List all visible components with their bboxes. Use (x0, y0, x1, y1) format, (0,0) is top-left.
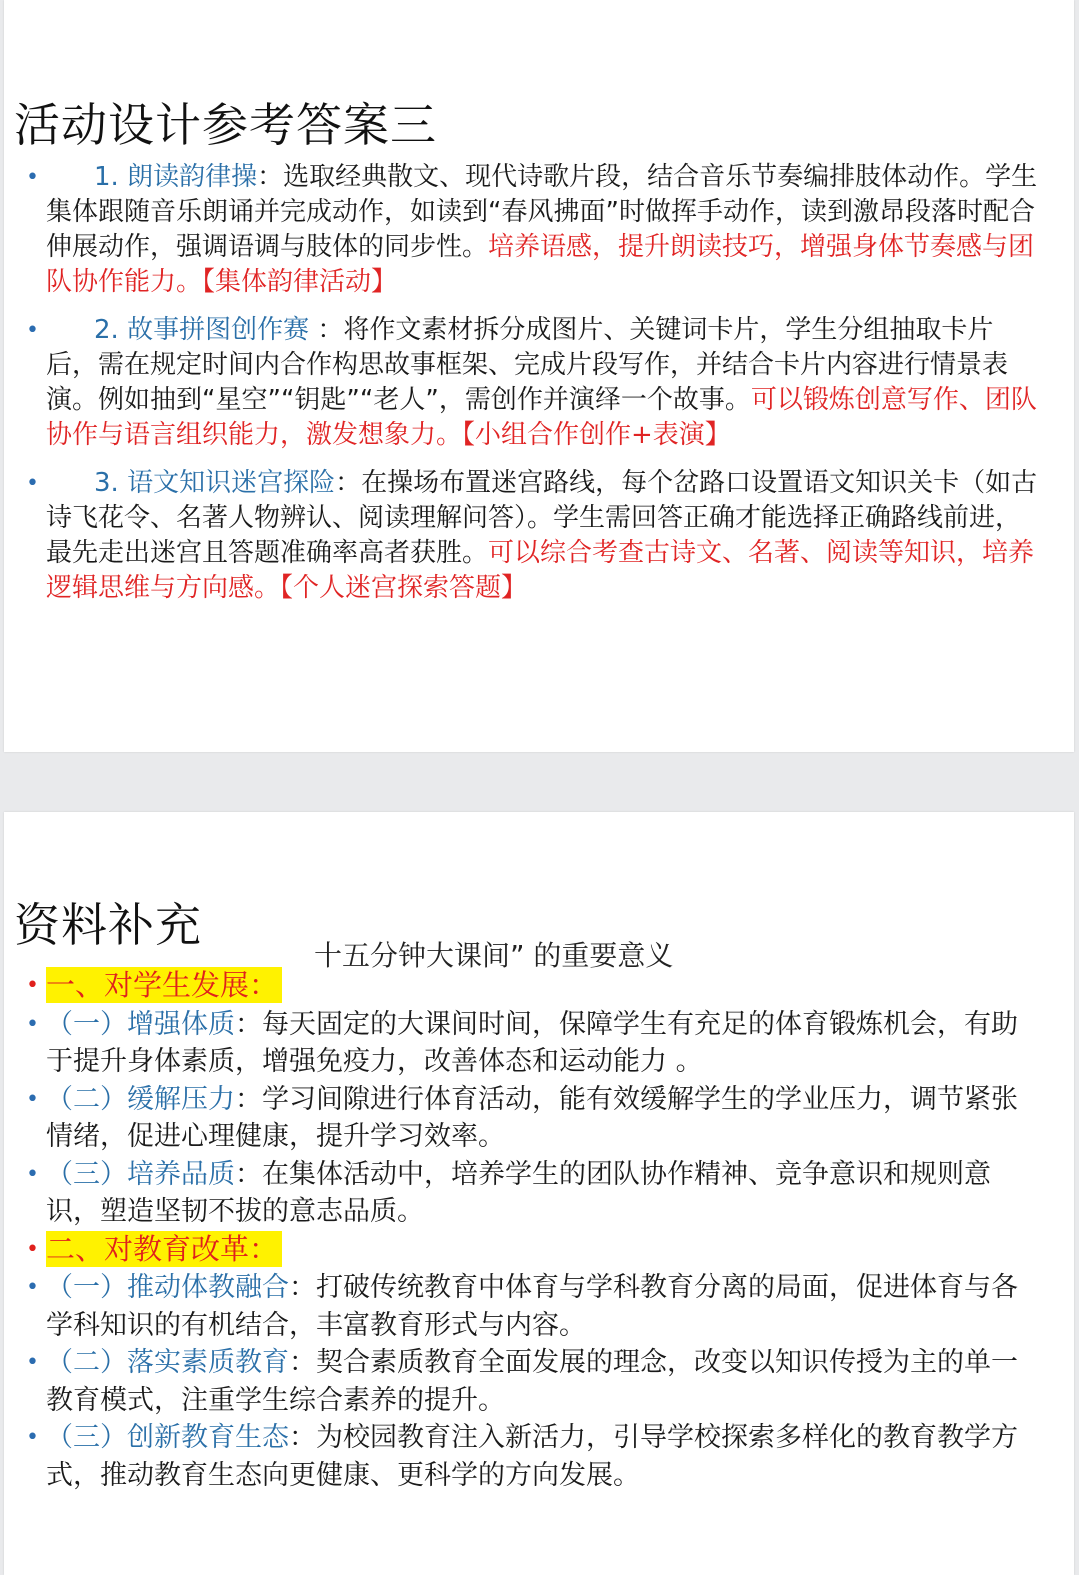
bullet-icon: • (26, 1425, 39, 1450)
item-label: （二）缓解压力 (46, 1083, 235, 1115)
item-label: （一）推动体教融合 (46, 1272, 289, 1303)
section-heading: 二、对教育改革： (46, 1231, 282, 1267)
item-body: ：在操场布置迷宫路线，每个岔路口设置语文知识关卡（如古诗飞花令、名著人物辨认、阅读理解问答）。学生需回答正确才能选择正确路线前进，最先走出迷宫且答题准确率高者获胜。 (46, 468, 1038, 568)
slide-title: 活动设计参考答案三 (14, 98, 437, 152)
slide-activity-answers (4, 0, 1074, 752)
list-item (4, 160, 1044, 300)
list-item (4, 1419, 1044, 1494)
item-heading: 3. 语文知识迷宫探险 (94, 468, 336, 498)
bullet-icon: • (26, 1161, 39, 1187)
bullet-icon: • (26, 1011, 39, 1037)
bullet-icon: • (26, 1350, 39, 1375)
item-body: ：将作文素材拆分成图片、关键词卡片，学生分组抽取卡片后，需在规定时间内合作构思故事框架、完成片段写作，并结合卡片内容进行情景表演。例如抽到“星空”“钥匙”“老人”，需创作并演绎一个故事。 (46, 315, 1009, 415)
item-label: （三）创新教育生态 (46, 1422, 289, 1453)
bullet-icon: • (26, 1236, 39, 1262)
slide-supplementary-material (4, 812, 1074, 1575)
item-highlight: 可以综合考查古诗文、名著、阅读等知识，培养逻辑思维与方向感。【个人迷宫探索答题】 (46, 538, 1035, 603)
item-body: ：选取经典散文、现代诗歌片段，结合音乐节奏编排肢体动作。学生集体跟随音乐朗诵并完成动作，如读到“春风拂面”时做挥手动作，读到激昂段落时配合伸展动作，强调语调与肢体的同步性。 (46, 162, 1038, 262)
list-item (4, 1006, 1044, 1081)
section-heading-item (4, 967, 1044, 1006)
section-heading: 一、对学生发展： (46, 967, 282, 1003)
bullet-icon: • (26, 1086, 39, 1112)
activity-list (4, 160, 1044, 619)
list-item (4, 1344, 1044, 1419)
bullet-icon: • (26, 165, 39, 190)
item-body: ：每天固定的大课间时间，保障学生有充足的体育锻炼机会，有助于提升身体素质，增强免疫力，改善体态和运动能力 。 (46, 1008, 1018, 1077)
significance-list (4, 967, 1044, 1494)
list-item (4, 1269, 1044, 1344)
item-label: （二）落实素质教育 (46, 1347, 289, 1378)
list-item (4, 313, 1044, 453)
slide-title: 资料补充 (14, 898, 202, 952)
item-heading: 2. 故事拼图创作赛 (94, 315, 310, 345)
item-body: ：学习间隙进行体育活动，能有效缓解学生的学业压力，调节紧张情绪，促进心理健康，提升学习效率。 (46, 1083, 1018, 1152)
slide-subtitle: 十五分钟大课间” 的重要意义 (314, 939, 674, 972)
section-heading-item (4, 1231, 1044, 1270)
item-body: ：在集体活动中，培养学生的团队协作精神、竞争意识和规则意识，塑造坚韧不拔的意志品质。 (46, 1158, 991, 1227)
item-body: ：打破传统教育中体育与学科教育分离的局面，促进体育与各学科知识的有机结合，丰富教育形式与内容。 (46, 1272, 1018, 1341)
item-heading: 1. 朗读韵律操 (94, 162, 258, 192)
list-item (4, 1156, 1044, 1231)
bullet-icon: • (26, 318, 39, 343)
item-body: ：契合素质教育全面发展的理念，改变以知识传授为主的单一教育模式，注重学生综合素养的提升。 (46, 1347, 1018, 1416)
item-highlight: 可以锻炼创意写作、团队协作与语言组织能力，激发想象力。【小组合作创作+表演】 (46, 385, 1037, 450)
item-label: （三）培养品质 (46, 1158, 235, 1190)
item-label: （一）增强体质 (46, 1008, 235, 1040)
bullet-icon: • (26, 471, 39, 496)
list-item (4, 466, 1044, 606)
bullet-icon: • (26, 973, 39, 998)
item-highlight: 培养语感，提升朗读技巧，增强身体节奏感与团队协作能力。【集体韵律活动】 (46, 232, 1035, 297)
list-item (4, 1081, 1044, 1156)
bullet-icon: • (26, 1275, 39, 1300)
item-body: ：为校园教育注入新活力，引导学校探索多样化的教育教学方式，推动教育生态向更健康、更科学的方向发展。 (46, 1422, 1018, 1491)
